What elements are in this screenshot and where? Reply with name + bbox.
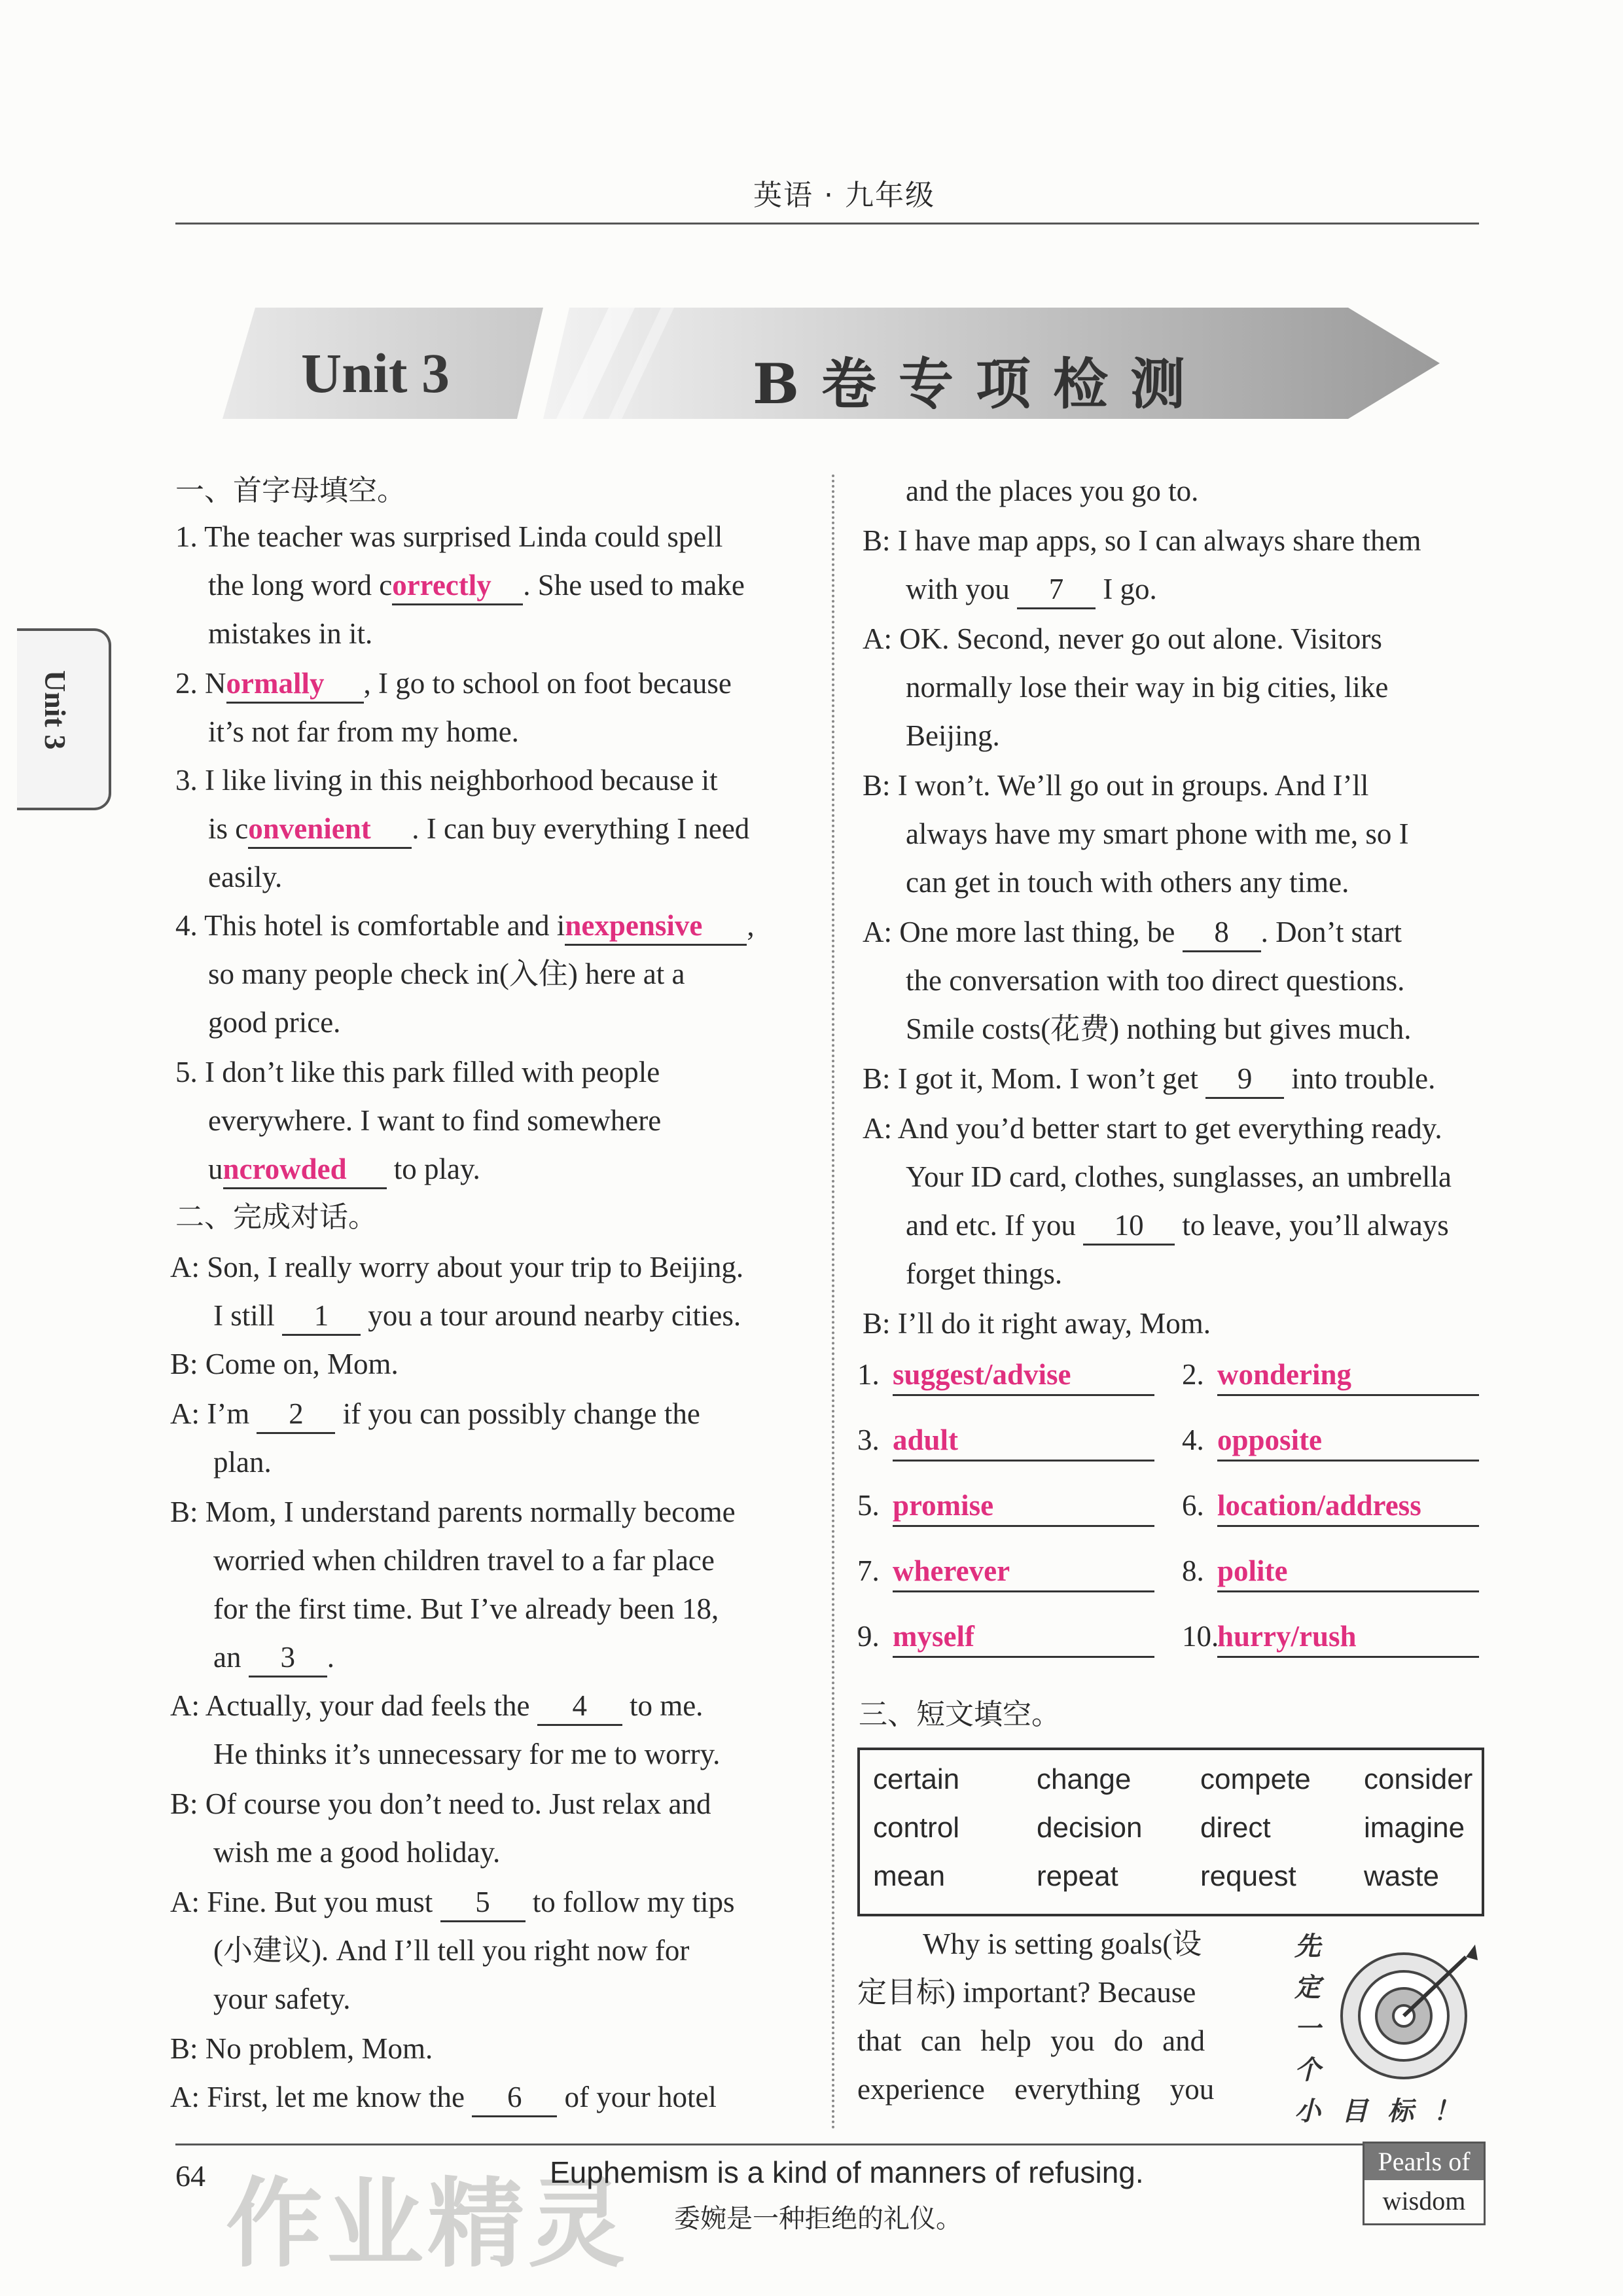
answer-text: wherever	[893, 1554, 1010, 1587]
word-bank	[857, 1748, 1484, 1916]
dialog-line: B: I’ll do it right away, Mom.	[863, 1307, 1211, 1340]
word-bank-item: certain	[873, 1763, 960, 1795]
dialog-line: He thinks it’s unnecessary for me to worry.	[213, 1738, 721, 1770]
q4-blank	[565, 907, 747, 946]
section1-heading: 一、首字母填空。	[175, 474, 406, 507]
answer-text: suggest/advise	[893, 1358, 1071, 1391]
blank-4: 4	[537, 1687, 622, 1726]
answer-line	[1182, 1617, 1479, 1658]
answer-line	[1182, 1486, 1479, 1527]
dialog-line: and etc. If you 10 to leave, you’ll always	[906, 1206, 1449, 1246]
dialog-line: A: First, let me know the 6 of your hotel	[170, 2077, 717, 2117]
dialog-line: the conversation with too direct questions.	[906, 964, 1405, 997]
q3-blank	[248, 810, 412, 849]
dialog-line: A: Son, I really worry about your trip to Beijing.	[170, 1251, 744, 1283]
dialog-line: A: I’m 2 if you can possibly change the	[170, 1394, 700, 1434]
q2-answer: ormally	[226, 667, 325, 700]
dialog-line: your safety.	[213, 1982, 351, 2015]
column-divider	[832, 475, 834, 2130]
blank-2: 2	[257, 1395, 335, 1434]
dialog-line: always have my smart phone with me, so I	[906, 817, 1409, 850]
dialog-line: B: Of course you don’t need to. Just relax and	[170, 1787, 711, 1820]
passage-line: experience everything you	[857, 2073, 1215, 2106]
dialog-line: for the first time. But I’ve already been 18,	[213, 1592, 719, 1625]
answer-number: 9.	[857, 1620, 880, 1653]
answer-number: 7.	[857, 1554, 880, 1587]
word-bank-item: request	[1200, 1860, 1296, 1892]
q3-answer: onvenient	[248, 812, 371, 845]
answer-text: wondering	[1217, 1358, 1352, 1391]
footer-rule	[175, 2144, 1479, 2145]
dialog-line: Your ID card, clothes, sunglasses, an umbrella	[906, 1160, 1452, 1193]
side-unit-tab	[17, 628, 111, 810]
dialog-line: and the places you go to.	[906, 475, 1199, 507]
answer-line	[1182, 1551, 1479, 1592]
word-bank-item: waste	[1364, 1860, 1439, 1892]
answer-text: adult	[893, 1424, 959, 1456]
section3-heading: 三、短文填空。	[859, 1698, 1060, 1731]
q3-line2: is convenient . I can buy everything I need	[208, 809, 749, 849]
q1-line1: 1. The teacher was surprised Linda could spell	[175, 520, 723, 553]
answer-number: 6.	[1182, 1489, 1204, 1522]
q1-answer: orrectly	[392, 569, 491, 601]
word-bank-item: mean	[873, 1860, 946, 1892]
dialog-line: worried when children travel to a far place	[213, 1544, 715, 1577]
q4-line1: 4. This hotel is comfortable and inexpensive ,	[175, 906, 755, 946]
word-bank-item: compete	[1200, 1763, 1311, 1795]
slogan-char: 一	[1294, 2014, 1321, 2044]
q2-blank	[226, 665, 364, 704]
slogan-char: 先	[1294, 1931, 1321, 1962]
dialog-line: with you 7 I go.	[906, 569, 1157, 609]
slogan-char: 标	[1387, 2096, 1414, 2126]
dialog-line: B: Mom, I understand parents normally become	[170, 1496, 736, 1528]
dialog-line: B: Come on, Mom.	[170, 1348, 399, 1380]
dialog-line: A: And you’d better start to get everything ready.	[863, 1112, 1442, 1145]
q3-line3: easily.	[208, 861, 283, 893]
dialog-line: plan.	[213, 1446, 272, 1479]
answer-line	[857, 1420, 1154, 1462]
q4-line2: so many people check in(入住) here at a	[208, 958, 685, 990]
dialog-line: A: Fine. But you must 5 to follow my tips	[170, 1882, 735, 1922]
passage-line: that can help you do and	[857, 2024, 1205, 2057]
blank-10: 10	[1083, 1207, 1175, 1246]
q4-answer: nexpensive	[565, 909, 703, 942]
answer-text: hurry/rush	[1217, 1620, 1357, 1653]
answer-text: polite	[1217, 1554, 1288, 1587]
answer-text: location/address	[1217, 1489, 1421, 1522]
footer-quote-cn: 委婉是一种拒绝的礼仪。	[674, 2204, 962, 2234]
q1-line3: mistakes in it.	[208, 617, 373, 650]
q1-blank	[392, 567, 523, 605]
header-rule	[175, 223, 1479, 224]
answer-text: opposite	[1217, 1424, 1323, 1456]
q5-answer: ncrowded	[223, 1153, 347, 1185]
q5-blank	[223, 1151, 387, 1189]
dialog-line: Beijing.	[906, 719, 1000, 752]
blank-5: 5	[440, 1884, 526, 1922]
word-bank-item: consider	[1364, 1763, 1473, 1795]
banner-title: B卷专项检测	[753, 351, 1207, 416]
answer-line	[1182, 1420, 1479, 1462]
blank-1: 1	[282, 1297, 361, 1336]
slogan-char: 定	[1294, 1973, 1321, 2003]
word-bank-item: change	[1037, 1763, 1132, 1795]
q1-line2: the long word correctly . She used to make	[208, 565, 745, 605]
dialog-line: A: One more last thing, be 8 . Don’t start	[863, 912, 1402, 952]
dialog-line: normally lose their way in big cities, like	[906, 671, 1389, 704]
q5-line3: uncrowded to play.	[208, 1149, 480, 1189]
watermark: 作业精灵	[226, 2168, 629, 2280]
running-header: 英语 · 九年级	[753, 179, 935, 212]
dialog-line: B: I got it, Mom. I won’t get 9 into trouble.	[863, 1059, 1435, 1099]
answer-number: 10.	[1182, 1620, 1219, 1653]
q5-line2: everywhere. I want to find somewhere	[208, 1104, 662, 1137]
dialog-line: B: I won’t. We’ll go out in groups. And I’ll	[863, 769, 1369, 802]
q2-line2: it’s not far from my home.	[208, 715, 519, 748]
dialog-line: I still 1 you a tour around nearby cities.	[213, 1296, 741, 1336]
blank-3: 3	[249, 1639, 327, 1677]
word-bank-item: decision	[1037, 1812, 1143, 1844]
target-icon	[1335, 1941, 1479, 2085]
answer-line	[857, 1617, 1154, 1658]
word-bank-item: repeat	[1037, 1860, 1118, 1892]
side-tab-label: Unit 3	[39, 670, 72, 750]
q3-line1: 3. I like living in this neighborhood because it	[175, 764, 718, 797]
answer-number: 1.	[857, 1358, 880, 1391]
answer-number: 8.	[1182, 1554, 1204, 1587]
answer-text: promise	[893, 1489, 994, 1522]
blank-9: 9	[1205, 1060, 1284, 1099]
blank-6: 6	[472, 2079, 557, 2117]
q4-line3: good price.	[208, 1006, 341, 1039]
dialog-line: B: I have map apps, so I can always share them	[863, 524, 1421, 557]
passage-line: 定目标) important? Because	[857, 1976, 1196, 2009]
slogan-char: ！	[1433, 2096, 1459, 2126]
q5-line1: 5. I don’t like this park filled with people	[175, 1056, 660, 1088]
passage-line: Why is setting goals(设	[923, 1928, 1202, 1960]
pearls-top: Pearls of	[1364, 2144, 1484, 2180]
dialog-line: Smile costs(花费) nothing but gives much.	[906, 1013, 1412, 1045]
blank-7: 7	[1017, 571, 1096, 609]
dialog-line: B: No problem, Mom.	[170, 2032, 433, 2065]
answer-number: 4.	[1182, 1424, 1204, 1456]
dialog-line: (小建议). And I’ll tell you right now for	[213, 1934, 690, 1967]
dialog-line: can get in touch with others any time.	[906, 866, 1349, 899]
dialog-line: an 3 .	[213, 1638, 334, 1677]
page-number: 64	[175, 2159, 205, 2193]
dialog-line: A: Actually, your dad feels the 4 to me.	[170, 1686, 703, 1726]
slogan-char: 个	[1294, 2055, 1321, 2085]
word-bank-item: direct	[1200, 1812, 1271, 1844]
answer-text: myself	[893, 1620, 974, 1653]
answer-number: 2.	[1182, 1358, 1204, 1391]
footer-quote-en: Euphemism is a kind of manners of refusing.	[550, 2155, 1144, 2189]
answer-line	[857, 1355, 1154, 1396]
answer-number: 5.	[857, 1489, 880, 1522]
banner-unit: Unit 3	[301, 342, 450, 404]
word-bank-item: imagine	[1364, 1812, 1465, 1844]
answer-number: 3.	[857, 1424, 880, 1456]
dialog-line: A: OK. Second, never go out alone. Visitors	[863, 622, 1382, 655]
pearls-bottom: wisdom	[1382, 2186, 1466, 2215]
blank-8: 8	[1183, 914, 1261, 952]
dialog-line: wish me a good holiday.	[213, 1836, 501, 1869]
answer-line	[857, 1551, 1154, 1592]
slogan-char: 目	[1342, 2096, 1368, 2126]
slogan-char: 小	[1294, 2096, 1321, 2126]
answer-line	[857, 1486, 1154, 1527]
answer-line	[1182, 1355, 1479, 1396]
dialog-line: forget things.	[906, 1257, 1063, 1290]
pearls-of-wisdom-badge	[1363, 2142, 1486, 2225]
word-bank-item: control	[873, 1812, 960, 1844]
section2-heading: 二、完成对话。	[175, 1200, 377, 1234]
q2-line1: 2. Normally , I go to school on foot because	[175, 664, 732, 704]
